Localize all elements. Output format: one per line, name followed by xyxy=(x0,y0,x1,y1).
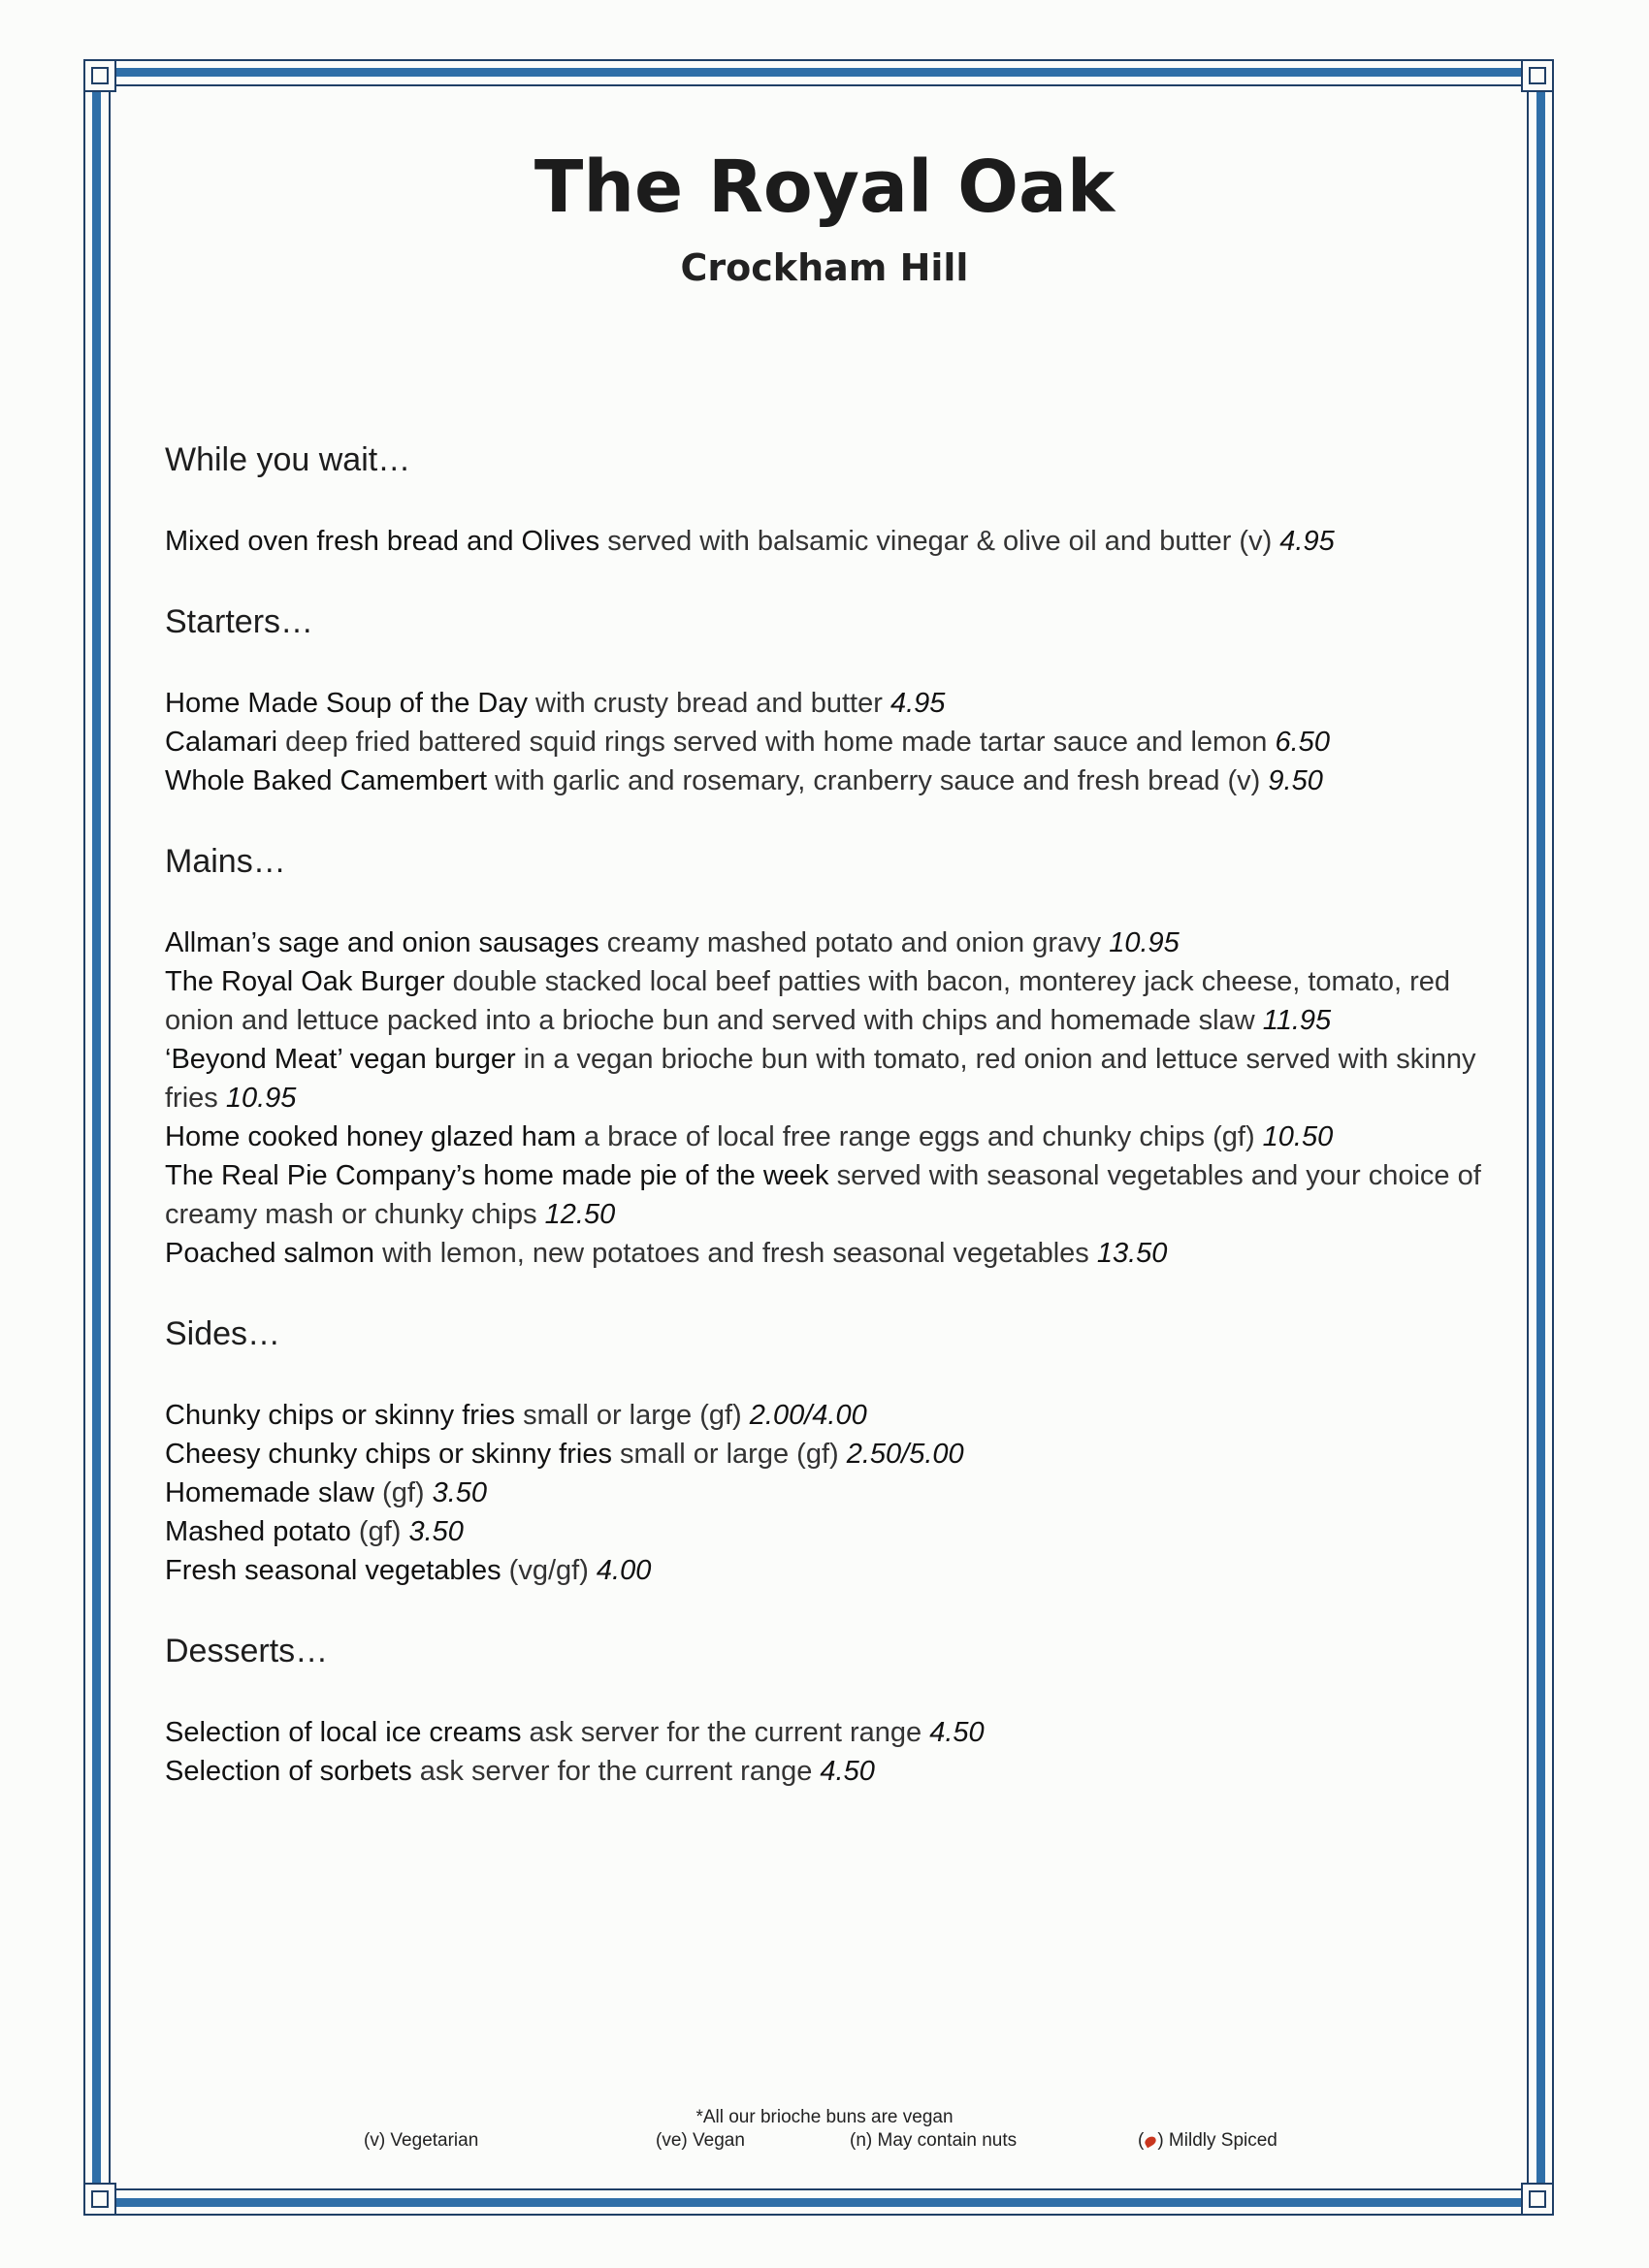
legend-spiced-label: ) Mildly Spiced xyxy=(1157,2130,1277,2151)
item-name: The Royal Oak Burger xyxy=(165,966,445,997)
section-heading: Mains… xyxy=(165,843,286,880)
menu-item-list xyxy=(165,1396,1504,1590)
menu-header xyxy=(0,146,1649,289)
menu-section xyxy=(165,603,1504,800)
item-name: The Real Pie Company’s home made pie of the week xyxy=(165,1160,829,1191)
item-name: Selection of sorbets xyxy=(165,1756,412,1787)
item-name: Whole Baked Camembert xyxy=(165,765,488,796)
chilli-pepper-icon xyxy=(1144,2135,1158,2149)
menu-item xyxy=(165,1118,1504,1156)
item-name: Cheesy chunky chips or skinny fries xyxy=(165,1439,612,1470)
item-price: 10.95 xyxy=(1109,927,1180,958)
section-heading: Starters… xyxy=(165,603,314,640)
menu-section xyxy=(165,1633,1504,1791)
menu-item xyxy=(165,1512,1504,1551)
item-description: small or large (gf) xyxy=(515,1400,750,1431)
item-price: 3.50 xyxy=(432,1477,488,1508)
item-price: 4.00 xyxy=(596,1555,652,1586)
item-price: 2.00/4.00 xyxy=(749,1400,867,1431)
item-price: 13.50 xyxy=(1096,1238,1168,1269)
legend-mildly-spiced xyxy=(1138,2130,1277,2152)
item-description: with lemon, new potatoes and fresh seasonal vegetables xyxy=(374,1238,1097,1269)
menu-item xyxy=(165,1435,1504,1474)
menu-item xyxy=(165,923,1504,962)
item-name: Calamari xyxy=(165,727,278,758)
item-name: Allman’s sage and onion sausages xyxy=(165,927,599,958)
item-name: Home cooked honey glazed ham xyxy=(165,1121,576,1152)
menu-item-list xyxy=(165,684,1504,800)
item-price: 10.95 xyxy=(225,1083,297,1114)
menu-item xyxy=(165,1396,1504,1435)
menu-item xyxy=(165,1551,1504,1590)
menu-item xyxy=(165,522,1504,561)
menu-item-list xyxy=(165,923,1504,1273)
item-name: Poached salmon xyxy=(165,1238,375,1269)
menu-item xyxy=(165,1040,1504,1118)
item-description: (gf) xyxy=(350,1516,409,1547)
item-price: 6.50 xyxy=(1275,727,1330,758)
legend-spiced-open: ( xyxy=(1138,2130,1145,2151)
menu-item xyxy=(165,684,1504,723)
item-name: ‘Beyond Meat’ vegan burger xyxy=(165,1044,516,1075)
item-description: with crusty bread and butter xyxy=(527,688,890,719)
item-description: in a vegan brioche bun with tomato, red onion and lettuce served with skinny fries xyxy=(165,1044,1476,1114)
section-heading: While you wait… xyxy=(165,441,411,478)
border-corner-ornament xyxy=(83,2183,116,2216)
item-name: Mixed oven fresh bread and Olives xyxy=(165,526,600,557)
item-description: with garlic and rosemary, cranberry sauce and fresh bread (v) xyxy=(487,765,1269,796)
legend-vegan: (ve) Vegan xyxy=(656,2130,745,2151)
item-name: Mashed potato xyxy=(165,1516,351,1547)
item-price: 3.50 xyxy=(408,1516,464,1547)
restaurant-name: The Royal Oak xyxy=(534,146,1116,229)
section-heading: Sides… xyxy=(165,1315,281,1352)
item-name: Fresh seasonal vegetables xyxy=(165,1555,501,1586)
menu-item-list xyxy=(165,1713,1504,1791)
border-corner-ornament xyxy=(1521,2183,1554,2216)
restaurant-location: Crockham Hill xyxy=(680,246,969,289)
item-price: 4.50 xyxy=(929,1717,985,1748)
item-price: 12.50 xyxy=(544,1199,616,1230)
border-corner-ornament xyxy=(1521,59,1554,92)
item-description: deep fried battered squid rings served with home made tartar sauce and lemon xyxy=(277,727,1276,758)
menu-section xyxy=(165,441,1504,561)
border-corner-ornament xyxy=(83,59,116,92)
item-price: 4.95 xyxy=(1279,526,1335,557)
item-description: served with seasonal vegetables and your choice of creamy mash or chunky chips xyxy=(165,1160,1481,1230)
item-name: Homemade slaw xyxy=(165,1477,374,1508)
item-description: a brace of local free range eggs and chunky chips (gf) xyxy=(575,1121,1263,1152)
menu-item xyxy=(165,1474,1504,1512)
item-description: double stacked local beef patties with bacon, monterey jack cheese, tomato, red onion and lettuce packed into a brioche bun and served with chips and homemade slaw xyxy=(165,966,1451,1036)
menu-item xyxy=(165,1713,1504,1752)
legend-nuts: (n) May contain nuts xyxy=(850,2130,1018,2151)
menu-item xyxy=(165,1156,1504,1234)
item-name: Home Made Soup of the Day xyxy=(165,688,528,719)
item-price: 11.95 xyxy=(1262,1005,1332,1036)
menu-item xyxy=(165,723,1504,761)
menu-item xyxy=(165,962,1504,1040)
item-price: 4.95 xyxy=(889,688,946,719)
menu-section xyxy=(165,843,1504,1273)
legend-vegetarian: (v) Vegetarian xyxy=(364,2130,479,2151)
menu-section xyxy=(165,1315,1504,1590)
menu-item xyxy=(165,1752,1504,1791)
item-name: Chunky chips or skinny fries xyxy=(165,1400,516,1431)
item-price: 4.50 xyxy=(820,1756,875,1787)
item-name: Selection of local ice creams xyxy=(165,1717,522,1748)
menu-content xyxy=(165,441,1504,1833)
menu-item xyxy=(165,1234,1504,1273)
section-heading: Desserts… xyxy=(165,1633,329,1669)
item-price: 2.50/5.00 xyxy=(846,1439,964,1470)
item-description: ask server for the current range xyxy=(411,1756,821,1787)
menu-item xyxy=(165,761,1504,800)
item-description: ask server for the current range xyxy=(521,1717,930,1748)
item-price: 9.50 xyxy=(1268,765,1323,796)
item-price: 10.50 xyxy=(1262,1121,1334,1152)
menu-item-list xyxy=(165,522,1504,561)
item-description: small or large (gf) xyxy=(611,1439,847,1470)
item-description: (vg/gf) xyxy=(501,1555,597,1586)
item-description: served with balsamic vinegar & olive oil and butter (v) xyxy=(599,526,1280,557)
brioche-note: *All our brioche buns are vegan xyxy=(695,2107,954,2127)
item-description: creamy mashed potato and onion gravy xyxy=(598,927,1110,958)
item-description: (gf) xyxy=(373,1477,433,1508)
